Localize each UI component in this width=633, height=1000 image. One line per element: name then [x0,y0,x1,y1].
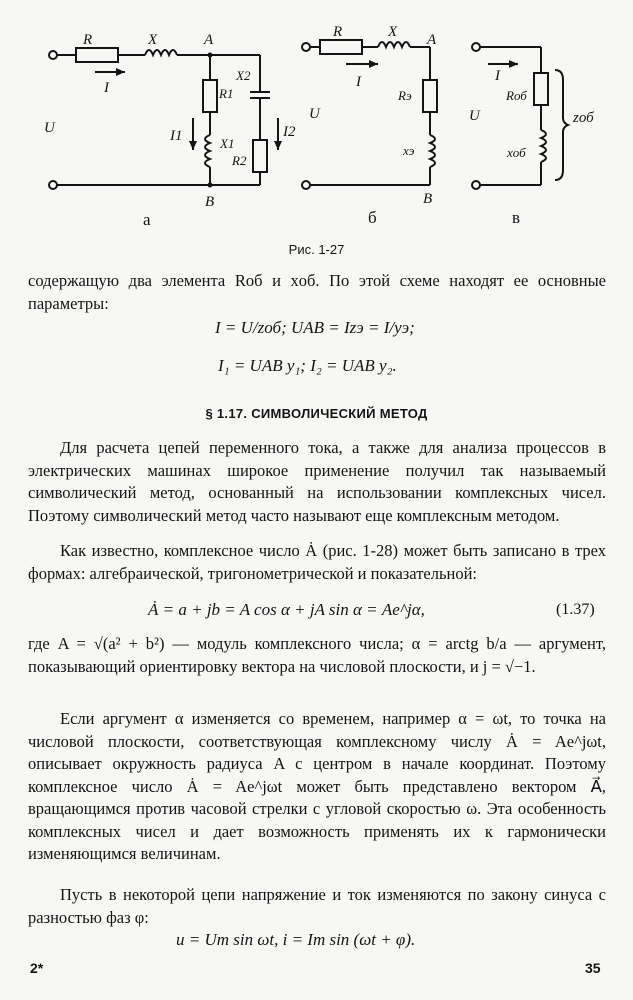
label-x2: X2 [236,68,251,83]
paragraph-4 [28,633,606,678]
formula-1: I = U/zоб; UAB = Izэ = I/yэ; [215,318,415,337]
circuit-b [302,24,437,227]
label-letter-a: а [143,210,151,229]
label-u: U [309,106,320,122]
label-i: I [104,80,109,96]
label-xe: xэ [403,143,415,158]
inductor-x1-icon [205,135,210,167]
label-letter-c: в [512,208,521,227]
formula-2: I₁ = UAB y₁; I₂ = UAB y₂. [218,356,397,375]
label-r: R [83,32,93,48]
label-i: I [356,74,361,90]
resistor-r1-icon [203,80,217,112]
resistor-re-icon [423,80,437,112]
label-rob: Rоб [506,88,527,103]
label-zob: zоб [573,110,594,126]
label-letter-b: б [368,208,377,227]
resistor-r2-icon [253,140,267,172]
equation-number: (1.37) [556,601,595,618]
label-r: R [333,24,343,40]
label-u: U [44,120,55,136]
paragraph-2-text: Для расчета цепей переменного тока, а также для анализа процессов в электрических машинах широкое применение получил так называемый символический метод, основанный на использовании комплексных чисел. Поэтому символический метод часто называют еще комплексным методом. [28,438,606,525]
label-x: X [388,24,398,40]
figure-caption: Рис. 1-27 [288,242,345,257]
figure-1-27 [0,0,633,260]
paragraph-3-text: Как известно, комплексное число Ȧ (рис. 1-28) может быть записано в трех формах: алгебраической, тригонометрической и показательной: [28,541,606,583]
label-a: A [427,32,437,48]
paragraph-1 [28,270,606,315]
page-number: 35 [585,960,601,976]
label-i: I [495,68,500,84]
paragraph-6 [28,884,606,929]
label-x: X [148,32,158,48]
label-b: B [423,191,433,207]
equation-1-37: Ȧ = a + jb = A cos α + jA sin α = Ae^jα, [148,600,425,619]
inductor-x-icon [378,42,410,47]
circuit-a [44,32,296,229]
terminal-icon [49,51,57,59]
circuit-diagrams [0,0,633,240]
label-i2: I2 [283,124,296,140]
label-r2: R2 [232,153,247,168]
terminal-icon [49,181,57,189]
resistor-r-icon [320,40,362,54]
paragraph-3 [28,540,606,585]
footer-signature: 2* [30,960,44,976]
label-u: U [469,108,480,124]
label-a: A [204,32,214,48]
inductor-xob-icon [541,130,546,162]
label-re: Rэ [398,88,412,103]
inductor-x-icon [145,50,177,55]
resistor-r-icon [76,48,118,62]
paragraph-5-text: Если аргумент α изменяется со временем, например α = ωt, то точка на числовой плоскости, соответствующая комплексному числу Ȧ = Ae^jωt, описывает окружность радиуса A с центром в начале координат. Поэтому комплексное число Ȧ = Ae^jωt может быть представлено вектором A⃗, вращающимся против часовой стрелки с угловой скоростью ω. Эта особенность комплексных чисел и дает возможность применять их к гармонически изменяющимся величинам. [28,709,606,863]
paragraph-6-text: Пусть в некоторой цепи напряжение и ток изменяются по закону синуса с разностью фаз φ: [28,885,606,927]
paragraph-2 [28,437,606,527]
resistor-rob-icon [534,73,548,105]
inductor-xe-icon [430,135,435,167]
label-b: B [205,194,215,210]
label-r1: R1 [219,86,234,101]
formula-last: u = Um sin ωt, i = Im sin (ωt + φ). [176,930,416,949]
label-i1: I1 [170,128,183,144]
label-xob: xоб [507,145,526,160]
label-x1: X1 [220,136,235,151]
circuit-c [469,43,594,227]
paragraph-4-text: где A = √(a² + b²) — модуль комплексного числа; α = arctg b/a — аргумент, показывающий ориентировку вектора на числовой плоскости, и j = √−1. [28,634,606,676]
section-heading: § 1.17. СИМВОЛИЧЕСКИЙ МЕТОД [205,406,428,421]
brace-icon [555,70,568,180]
paragraph-5 [28,708,606,866]
paragraph-1-text: содержащую два элемента Rоб и xоб. По этой схеме находят ее основные параметры: [28,271,606,313]
